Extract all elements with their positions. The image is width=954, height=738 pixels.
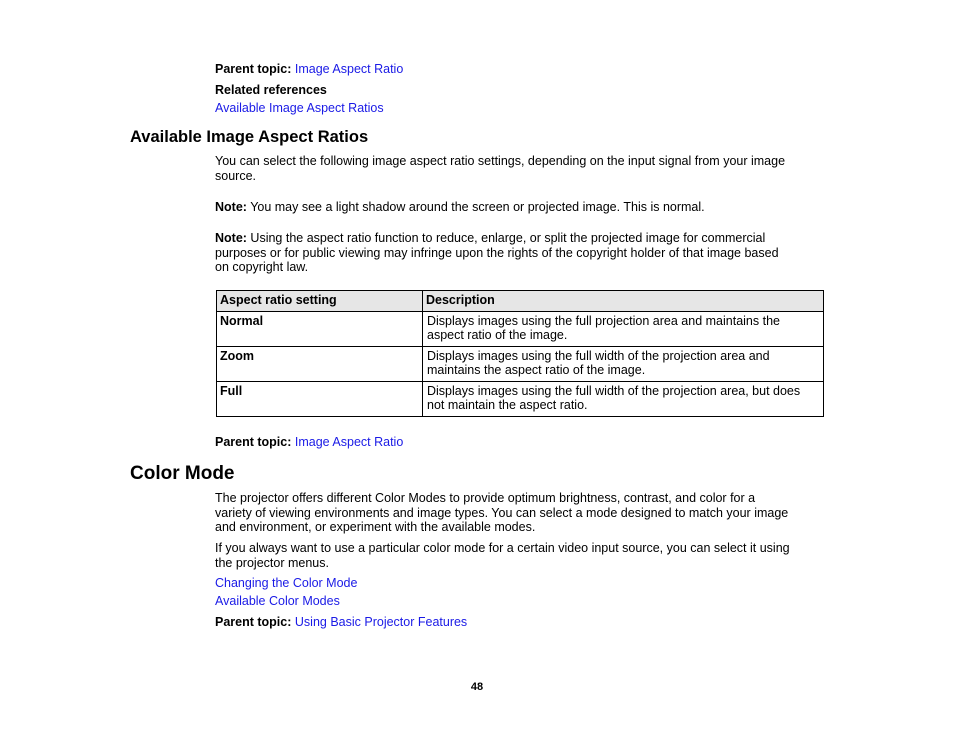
link-changing-color-mode[interactable]: Changing the Color Mode <box>215 576 358 590</box>
note-label: Note: <box>215 200 247 214</box>
aspect-intro-paragraph <box>215 154 825 183</box>
table-cell-setting: Full <box>217 382 423 417</box>
table-cell-description <box>423 347 824 382</box>
table-cell-description <box>423 312 824 347</box>
table-row <box>217 382 824 417</box>
description-line: Displays images using the full projection area and maintains the <box>427 314 780 328</box>
note-shadow <box>215 200 825 215</box>
parent-topic-label: Parent topic: <box>215 615 292 629</box>
parent-topic-line-aspect <box>215 435 403 450</box>
description-line: Displays images using the full width of the projection area, but does <box>427 384 801 398</box>
related-reference-link-available-ratios[interactable]: Available Image Aspect Ratios <box>215 101 384 115</box>
color-para2-line-1: If you always want to use a particular color mode for a certain video input source, you can select it using <box>215 541 790 555</box>
color-para1-line-2: variety of viewing environments and image types. You can select a mode designed to match your image <box>215 505 789 520</box>
color-para1-line-3: and environment, or experiment with the available modes. <box>215 520 536 535</box>
description-line: not maintain the aspect ratio. <box>427 398 588 413</box>
description-line: aspect ratio of the image. <box>427 328 568 343</box>
color-para2-line-2: the projector menus. <box>215 555 329 570</box>
aspect-ratio-table <box>216 290 824 417</box>
table-row <box>217 312 824 347</box>
note-label: Note: <box>215 231 247 245</box>
color-para1-line-1: The projector offers different Color Modes to provide optimum brightness, contrast, and color for a <box>215 491 756 505</box>
related-references-label: Related references <box>215 83 327 97</box>
parent-topic-link-image-aspect-ratio[interactable]: Image Aspect Ratio <box>294 435 404 449</box>
aspect-intro-line-2: source. <box>215 168 256 183</box>
page-number: 48 <box>470 681 484 693</box>
note-copyright <box>215 231 825 275</box>
note-shadow-text: You may see a light shadow around the screen or projected image. This is normal. <box>246 200 705 214</box>
parent-topic-label: Parent topic: <box>215 62 292 76</box>
table-cell-setting: Zoom <box>217 347 423 382</box>
parent-topic-line-top <box>215 62 403 77</box>
color-mode-paragraph-1 <box>215 491 825 535</box>
aspect-intro-line-1: You can select the following image aspect ratio settings, depending on the input signal from your image <box>215 154 786 168</box>
note-copyright-line-2: purposes or for public viewing may infringe upon the rights of the copyright holder of that image based <box>215 245 779 260</box>
table-row <box>217 347 824 382</box>
table-header-setting: Aspect ratio setting <box>217 291 423 312</box>
section-heading-color-mode: Color Mode <box>130 463 235 484</box>
table-cell-setting: Normal <box>217 312 423 347</box>
table-cell-description <box>423 382 824 417</box>
table-header-row <box>217 291 824 312</box>
parent-topic-label: Parent topic: <box>215 435 292 449</box>
description-line: maintains the aspect ratio of the image. <box>427 363 646 378</box>
description-line: Displays images using the full width of the projection area and <box>427 349 770 363</box>
color-mode-paragraph-2 <box>215 541 825 570</box>
link-available-color-modes[interactable]: Available Color Modes <box>215 594 340 608</box>
parent-topic-link-basic-features[interactable]: Using Basic Projector Features <box>294 615 468 629</box>
note-copyright-line-3: on copyright law. <box>215 260 309 275</box>
parent-topic-link-image-aspect-ratio[interactable]: Image Aspect Ratio <box>294 62 404 76</box>
table-header-description: Description <box>423 291 824 312</box>
parent-topic-line-color <box>215 615 467 630</box>
note-copyright-line-1: Using the aspect ratio function to reduce, enlarge, or split the projected image for commercial <box>246 231 766 245</box>
section-heading-aspect-ratios: Available Image Aspect Ratios <box>130 128 369 146</box>
